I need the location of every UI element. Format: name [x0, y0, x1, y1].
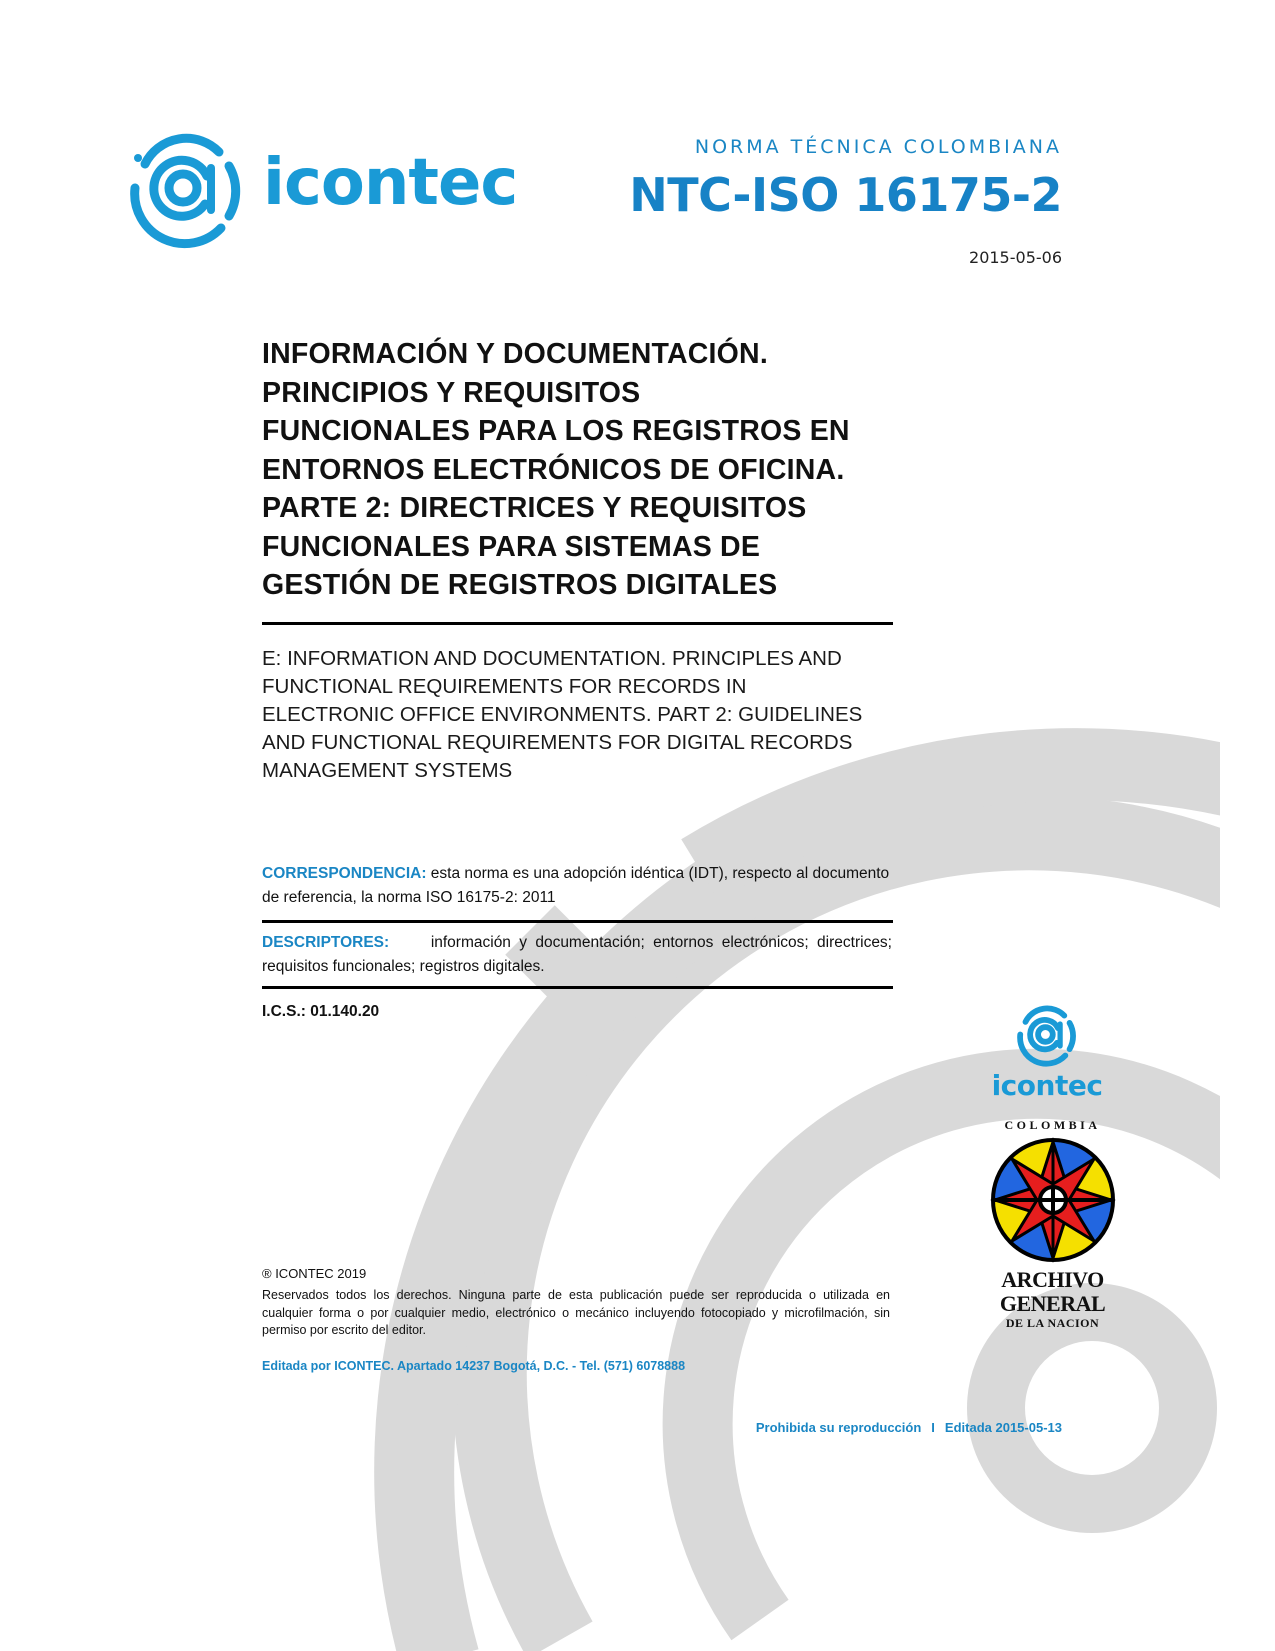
- icontec-rings-icon: [1015, 1003, 1079, 1067]
- title-line: GESTIÓN DE REGISTROS DIGITALES: [262, 569, 778, 601]
- norma-label: NORMA TÉCNICA COLOMBIANA: [694, 136, 1062, 158]
- title-line: FUNCIONALES PARA SISTEMAS DE: [262, 530, 761, 563]
- divider: [262, 986, 893, 989]
- english-title-line: ELECTRONIC OFFICE ENVIRONMENTS. PART 2: GUIDELINES: [262, 703, 863, 726]
- agn-nacion: DE LA NACION: [1005, 1316, 1100, 1330]
- english-title-line: FUNCTIONAL REQUIREMENTS FOR RECORDS IN: [262, 675, 747, 698]
- title-line: ENTORNOS ELECTRÓNICOS DE OFICINA.: [262, 453, 845, 486]
- english-title: [262, 645, 902, 785]
- correspondencia-text: esta norma es una adopción idéntica (IDT), respecto al documento de referencia, la norma ISO 16175-2: 2011: [262, 865, 890, 906]
- agn-emblem-icon: [990, 1137, 1116, 1263]
- side-icontec-logo: [982, 1003, 1112, 1102]
- english-title-line: E: INFORMATION AND DOCUMENTATION. PRINCIPLES AND: [262, 647, 842, 670]
- title-line: INFORMACIÓN Y DOCUMENTACIÓN.: [262, 338, 768, 370]
- document-title: [262, 335, 902, 605]
- footer-prohibited: Prohibida su reproducción: [755, 1420, 922, 1435]
- publisher-info: Editada por ICONTEC. Apartado 14237 Bogotá, D.C. - Tel. (571) 6078888: [262, 1359, 686, 1373]
- correspondencia-section: [262, 862, 892, 910]
- standard-code: NTC-ISO 16175-2: [629, 168, 1062, 222]
- copyright-line: ® ICONTEC 2019: [262, 1266, 367, 1281]
- icontec-wordmark: icontec: [263, 146, 518, 220]
- ics-code: I.C.S.: 01.140.20: [262, 1003, 380, 1020]
- publication-date: 2015-05-06: [969, 248, 1062, 267]
- footer-edited-date: Editada 2015-05-13: [944, 1420, 1062, 1435]
- icontec-logo: [125, 128, 525, 250]
- footer: [756, 1420, 1062, 1435]
- descriptores-label: DESCRIPTORES:: [262, 934, 390, 951]
- descriptores-section: [262, 931, 892, 979]
- descriptores-text: información y documentación; entornos electrónicos; directrices; requisitos funcionales; registros digitales.: [262, 934, 892, 975]
- agn-country: COLOMBIA: [1004, 1118, 1101, 1132]
- icontec-rings-icon: [125, 128, 247, 250]
- title-line: PARTE 2: DIRECTRICES Y REQUISITOS: [262, 492, 807, 524]
- side-icontec-wordmark: icontec: [991, 1069, 1103, 1102]
- title-line: FUNCIONALES PARA LOS REGISTROS EN: [262, 415, 850, 447]
- rights-text: Reservados todos los derechos. Ninguna parte de esta publicación puede ser reproducida o utilizada en cualquier forma o por cualquier medio, electrónico o mecánico incluyendo fotocopiado y microfilmación, sin permiso por escrito del editor.: [262, 1288, 890, 1337]
- title-line: PRINCIPIOS Y REQUISITOS: [262, 376, 641, 409]
- archivo-general-logo: [985, 1118, 1120, 1331]
- english-title-line: AND FUNCTIONAL REQUIREMENTS FOR DIGITAL RECORDS: [262, 731, 853, 754]
- agn-archivo: ARCHIVO: [1001, 1267, 1104, 1292]
- correspondencia-label: CORRESPONDENCIA:: [262, 865, 427, 882]
- divider: [262, 920, 893, 923]
- english-title-line: MANAGEMENT SYSTEMS: [262, 759, 513, 782]
- agn-general: GENERAL: [999, 1291, 1106, 1316]
- divider: [262, 622, 893, 625]
- footer-separator: I: [931, 1420, 935, 1435]
